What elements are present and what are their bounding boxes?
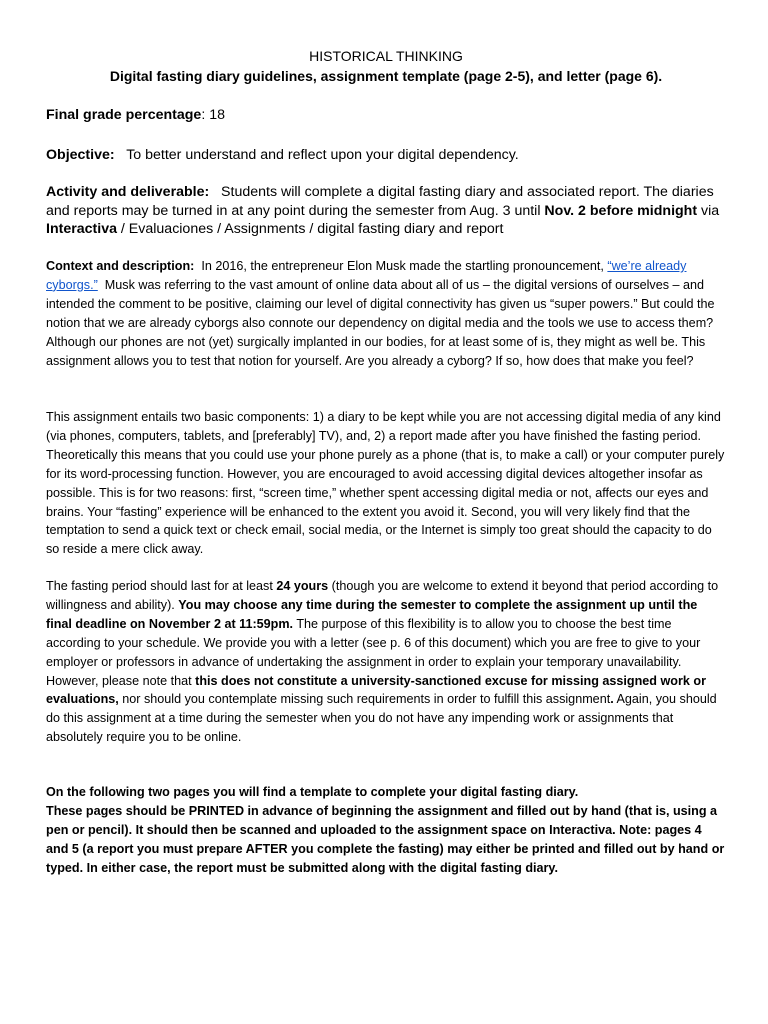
fasting-text-5: Again, you should do this assignment at a time during the semester when you do not have any impending work or assignments that absolutely require you to be online. (46, 692, 717, 745)
activity-text: Students will complete a digital fasting diary and associated report. The diaries and reports may be turned in at any point during the semester from Aug. 3 until (46, 184, 714, 219)
context-paragraph (46, 257, 726, 370)
cyborgs-link[interactable]: “we’re already cyborgs.” (46, 259, 687, 292)
components-paragraph: This assignment entails two basic components: 1) a diary to be kept while you are not accessing digital media of any kind (via phones, computers, tablets, and [preferably] TV), and, 2) a report made after you have finished the fasting period. Theoretically this means that you could use your phone purely as a phone (that is, to make a call) or your computer purely for its word-processing function. However, you are encouraged to avoid accessing digital devices altogether insofar as possible. This is for two reasons: first, “screen time,” whether spent accessing digital media or not, affects our eyes and brains. Your “fasting” experience will be enhanced to the extent you avoid it. Second, you will very likely find that the temptation to send a quick text or check email, social media, or the Internet is simply too great should the capacity to do so reside a mere click away. (46, 410, 725, 557)
activity-deadline: Nov. 2 before midnight (544, 202, 698, 219)
context-label: Context and description: (46, 259, 195, 273)
activity-path: / Evaluaciones / Assignments / digital fasting diary and report (116, 221, 504, 237)
fasting-paragraph (46, 577, 726, 747)
fasting-text-2: (though you are welcome to extend it beyond that period according to willingness and ability). (46, 579, 719, 612)
objective-line (46, 146, 726, 165)
objective-label: Objective: (46, 147, 115, 163)
activity-label: Activity and deliverable: (46, 184, 210, 200)
grade-value: : 18 (201, 107, 225, 123)
document-subtitle: Digital fasting diary guidelines, assignment template (page 2-5), and letter (page 6). (109, 68, 663, 84)
fasting-text-3: The purpose of this flexibility is to allow you to choose the best time according to your schedule. We provide you with a letter (see p. 6 of this document) which you are free to give to your employer or professors in advance of undertaking the assignment in order to explain your temporary unavailability. However, please note that (46, 616, 701, 688)
fasting-text-1: The fasting period should last for at least (46, 579, 277, 593)
fasting-text-4: nor should you contemplate missing such requirements in order to fulfill this assignment (118, 692, 611, 707)
context-text-1: In 2016, the entrepreneur Elon Musk made the startling pronouncement, (201, 259, 608, 273)
activity-via: via (697, 202, 720, 219)
fasting-period: . (610, 692, 614, 707)
course-title: HISTORICAL THINKING (309, 48, 463, 64)
objective-text: To better understand and reflect upon your digital dependency. (126, 147, 519, 163)
template-note-line-2: These pages should be PRINTED in advance of beginning the assignment and filled out by hand (that is, using a pen or pencil). It should then be scanned and uploaded to the assignment space on Interactiva. Note: pages 4 and 5 (a report you must prepare AFTER you complete the fasting) may either be printed and filled out by hand or typed. In either case, the report must be submitted along with the digital fasting diary. (46, 803, 725, 875)
fasting-duration: 24 yours (276, 579, 329, 593)
grade-line (46, 106, 726, 125)
template-note-line-1: On the following two pages you will find a template to complete your digital fasting diary. (46, 785, 579, 799)
fasting-deadline-note: You may choose any time during the semester to complete the assignment up until the final deadline on November 2 at 11:59pm. (46, 597, 698, 631)
template-note (46, 783, 726, 878)
fasting-excuse-note: this does not constitute a university-sanctioned excuse for missing assigned work or evaluations, (46, 673, 706, 707)
grade-label: Final grade percentage (46, 107, 202, 123)
activity-paragraph (46, 183, 726, 239)
activity-platform: Interactiva (46, 221, 117, 237)
context-text-2: Musk was referring to the vast amount of online data about all of us – the digital versions of ourselves – and intended the comment to be positive, claiming our level of digital connectivity has given us “super powers.” But could the notion that we are already cyborgs also connote our dependency on digital media and the tools we use to access them? Although our phones are not (yet) surgically implanted in our bodies, for at least some of is, they might as well be. This assignment allows you to test that notion for yourself. Are you already a cyborg? If so, how does that make you feel? (46, 277, 715, 368)
